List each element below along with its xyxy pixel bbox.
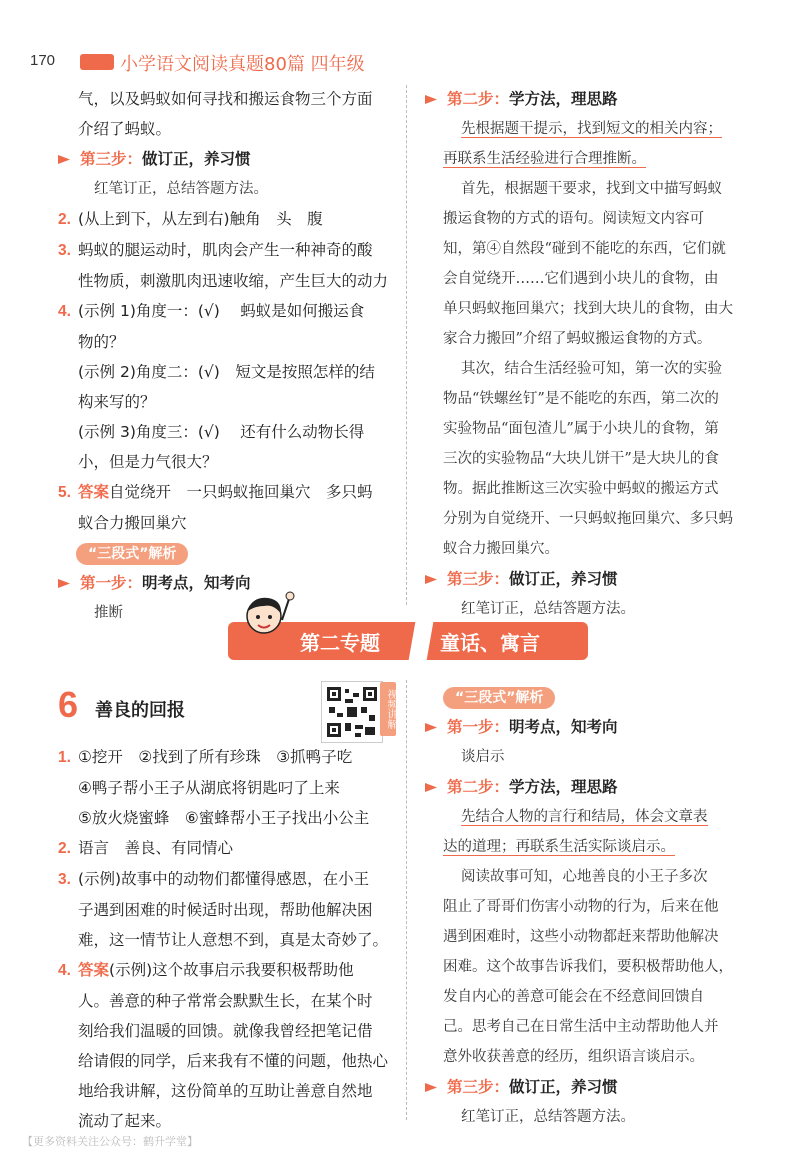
handwritten-line: 己。思考自己在日常生活中主动帮助他人并 <box>443 1019 719 1035</box>
underlined-line <box>425 144 770 174</box>
answer-item <box>58 833 398 864</box>
item-continuation: 物的？ <box>78 333 125 351</box>
item-text: 自觉绕开 一只蚂蚁拖回巢穴 多只蚂 <box>109 483 373 501</box>
item-text: (示例)故事中的动物们都懂得感恩，在小王 <box>78 870 370 888</box>
grade-label: 四年级 <box>310 54 365 75</box>
step-label: 第二步： <box>447 90 510 108</box>
step-label: 第一步： <box>80 574 143 592</box>
handwritten-line: 物品“铁螺丝钉”是不能吃的东西，第二次的 <box>443 391 719 407</box>
step-heading <box>425 564 770 594</box>
cartoon-kid-icon <box>240 590 296 660</box>
item-continuation: 蚁合力搬回巢穴 <box>78 514 187 532</box>
underlined-text: 达的道理；再联系生活实际谈启示。 <box>443 839 675 855</box>
step-text: 学方法，理思路 <box>509 778 618 796</box>
right-column-top <box>425 84 770 624</box>
book-title-text: 小学语文阅读真题80篇 <box>120 54 305 75</box>
handwritten-line: 困难。这个故事告诉我们，要积极帮助他人， <box>443 959 733 975</box>
item-text: 语言 善良、有同情心 <box>78 839 234 857</box>
item-number: 5. <box>58 484 71 501</box>
underlined-line <box>425 802 770 832</box>
handwritten-line: 家合力搬回”介绍了蚂蚁搬运食物的方式。 <box>443 331 712 347</box>
underlined-text: 再联系生活经验进行合理推断。 <box>443 151 646 167</box>
answer-item <box>58 204 398 235</box>
handwritten-line: 物。据此推断这三次实验中蚂蚁的搬运方式 <box>443 481 719 497</box>
underlined-text: 先根据题干提示，找到短文的相关内容； <box>461 121 722 137</box>
item-continuation: 流动了起来。 <box>78 1112 172 1130</box>
paragraph-line: 气，以及蚂蚁如何寻找和搬运食物三个方面 <box>78 90 373 108</box>
footer-note: 【更多资料关注公众号：鹤升学堂】 <box>22 1135 198 1148</box>
step-heading <box>425 712 770 742</box>
answer-item <box>58 477 398 508</box>
handwritten-line: 首先，根据题干要求，找到文中描写蚂蚁 <box>461 181 722 197</box>
item-text: (从上到下，从左到右)触角 头 腹 <box>78 210 323 228</box>
handwritten-line: 红笔订正，总结答题方法。 <box>94 181 268 197</box>
step-heading <box>425 84 770 114</box>
item-continuation: (示例 2)角度二：(√) 短文是按照怎样的结 <box>78 363 375 381</box>
qr-video-tag: 视频讲解 <box>380 682 396 736</box>
item-continuation: 构来写的？ <box>78 393 156 411</box>
page-number: 170 <box>30 52 56 69</box>
item-text: (示例 1)角度一：(√) 蚂蚁是如何搬运食 <box>78 302 365 320</box>
item-text: (示例)这个故事启示我要积极帮助他 <box>109 961 354 979</box>
answer-item <box>58 296 398 327</box>
step-heading <box>58 568 398 598</box>
step-heading <box>58 144 398 174</box>
underlined-line <box>425 114 770 144</box>
analysis-pill <box>58 538 398 568</box>
analysis-pill-label: “三段式”解析 <box>76 543 188 565</box>
handwritten-line: 遇到困难时，这些小动物都赶来帮助他解决 <box>443 929 719 945</box>
step-text: 明考点，知考向 <box>142 574 251 592</box>
item-text: 蚂蚁的腿运动时，肌肉会产生一种神奇的酸 <box>78 241 373 259</box>
item-continuation: (示例 3)角度三：(√) 还有什么动物长得 <box>78 423 365 441</box>
item-continuation: ④鸭子帮小王子从湖底将钥匙叼了上来 <box>78 779 340 797</box>
right-column-bottom <box>425 682 770 1132</box>
step-label: 第二步： <box>447 778 510 796</box>
item-continuation: 小，但是力气很大？ <box>78 453 218 471</box>
handwritten-line: 红笔订正，总结答题方法。 <box>461 1109 635 1125</box>
step-label: 第三步： <box>447 570 510 588</box>
handwritten-line: 意外收获善意的经历，组织语言谈启示。 <box>443 1049 704 1065</box>
handwritten-line: 分别为自觉绕开、一只蚂蚁拖回巢穴、多只蚂 <box>443 511 733 527</box>
handwritten-line: 其次，结合生活经验可知，第一次的实验 <box>461 361 722 377</box>
underlined-text: 先结合人物的言行和结局，体会文章表 <box>461 809 708 825</box>
handwritten-line: 搬运食物的方式的语句。阅读短文内容可 <box>443 211 704 227</box>
answer-label: 答案 <box>78 961 110 979</box>
step-heading <box>425 1072 770 1102</box>
item-text: ①挖开 ②找到了所有珍珠 ③抓鸭子吃 <box>78 748 353 766</box>
item-number: 2. <box>58 840 71 857</box>
item-continuation: 难，这一情节让人意想不到，真是太奇妙了。 <box>78 931 389 949</box>
banner-section-topic: 童话、寓言 <box>440 631 540 655</box>
left-column-bottom <box>58 742 398 1136</box>
item-continuation: 性物质，刺激肌肉迅速收缩，产生巨大的动力 <box>78 272 389 290</box>
paragraph-line: 介绍了蚂蚁。 <box>78 120 172 138</box>
handwritten-line: 阻止了哥哥们伤害小动物的行为，后来在他 <box>443 899 719 915</box>
item-continuation: 地给我讲解，这份简单的互助让善意自然地 <box>78 1082 373 1100</box>
item-number: 1. <box>58 749 71 766</box>
item-number: 4. <box>58 303 71 320</box>
step-label: 第一步： <box>447 718 510 736</box>
handwritten-line: 三次的实验物品“大块儿饼干”是大块儿的食 <box>443 451 719 467</box>
step-text: 做订正，养习惯 <box>509 570 618 588</box>
book-logo-badge <box>80 54 114 70</box>
step-label: 第三步： <box>447 1078 510 1096</box>
answer-item <box>58 864 398 895</box>
item-number: 2. <box>58 211 71 228</box>
item-continuation: 刻给我们温暖的回馈。就像我曾经把笔记借 <box>78 1022 373 1040</box>
handwritten-line: 实验物品“面包渣儿”属于小块儿的食物，第 <box>443 421 719 437</box>
step-text: 做订正，养习惯 <box>509 1078 618 1096</box>
handwritten-line: 谈启示 <box>461 749 505 765</box>
column-divider <box>406 85 407 605</box>
column-divider <box>406 680 407 1120</box>
answer-item <box>58 235 398 266</box>
item-continuation: 给请假的同学，后来我有不懂的问题，他热心 <box>78 1052 389 1070</box>
item-number: 3. <box>58 871 71 888</box>
book-title <box>120 50 365 76</box>
handwritten-line: 发自内心的善意可能会在不经意间回馈自 <box>443 989 704 1005</box>
handwritten-line: 单只蚂蚁拖回巢穴；找到大块儿的食物，由大 <box>443 301 733 317</box>
analysis-pill <box>425 682 770 712</box>
banner-section-title: 第二专题 <box>300 631 380 655</box>
handwritten-line: 知，第④自然段“碰到不能吃的东西，它们就 <box>443 241 726 257</box>
lesson-title: 善良的回报 <box>95 700 185 721</box>
step-label: 第三步： <box>80 150 143 168</box>
item-number: 4. <box>58 962 71 979</box>
handwritten-line: 红笔订正，总结答题方法。 <box>461 601 635 617</box>
step-text: 做订正，养习惯 <box>142 150 251 168</box>
analysis-pill-label: “三段式”解析 <box>443 687 555 709</box>
step-text: 学方法，理思路 <box>509 90 618 108</box>
handwritten-line: 会自觉绕开……它们遇到小块儿的食物，由 <box>443 271 719 287</box>
underlined-line <box>425 832 770 862</box>
item-continuation: ⑤放火烧蜜蜂 ⑥蜜蜂帮小王子找出小公主 <box>78 809 370 827</box>
step-heading <box>425 772 770 802</box>
handwritten-line: 蚁合力搬回巢穴。 <box>443 541 559 557</box>
handwritten-line: 阅读故事可知，心地善良的小王子多次 <box>461 869 708 885</box>
item-continuation: 子遇到困难的时候适时出现，帮助他解决困 <box>78 901 373 919</box>
answer-item <box>58 742 398 773</box>
answer-label: 答案 <box>78 483 110 501</box>
step-text: 明考点，知考向 <box>509 718 618 736</box>
answer-item <box>58 955 398 986</box>
lesson-number: 6 <box>58 684 79 725</box>
item-continuation: 人。善意的种子常常会默默生长，在某个时 <box>78 992 373 1010</box>
item-number: 3. <box>58 242 71 259</box>
handwritten-line: 推断 <box>94 605 123 621</box>
qr-code-icon[interactable] <box>322 682 382 742</box>
left-column-top <box>58 84 398 628</box>
